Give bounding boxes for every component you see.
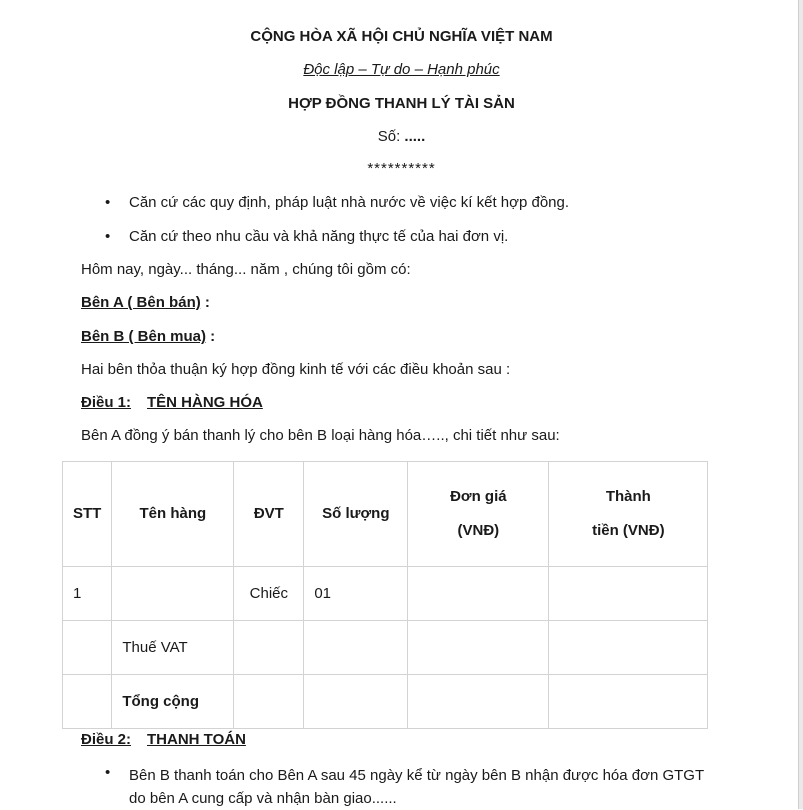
article-1-label: Điều 1: xyxy=(81,394,132,411)
document-number-value: ..... xyxy=(404,128,426,145)
party-b-line xyxy=(81,328,215,345)
separator-stars: ********** xyxy=(367,160,436,177)
header-qty: Số lượng xyxy=(304,462,408,567)
preamble-bullet-1: Căn cứ các quy định, pháp luật nhà nước về việc kí kết hợp đồng. xyxy=(129,194,570,211)
article-2-bullet-1: Bên B thanh toán cho Bên A sau 45 ngày kể từ ngày bên B nhận được hóa đơn GTGT do bên A cung cấp và nhận bàn giao...... xyxy=(129,767,704,807)
header-total xyxy=(549,462,708,567)
cell-price xyxy=(408,621,549,675)
cell-stt xyxy=(63,675,112,729)
cell-price xyxy=(408,567,549,621)
document-number-label: Số: xyxy=(377,128,405,145)
agreement-line: Hai bên thỏa thuận ký hợp đồng kinh tế với các điều khoản sau : xyxy=(81,361,511,378)
table-header-row xyxy=(63,462,708,567)
bullet-icon: • xyxy=(105,194,111,211)
article-1-title: TÊN HÀNG HÓA xyxy=(147,394,263,411)
party-a-colon: : xyxy=(200,294,210,311)
table-row xyxy=(63,567,708,621)
party-a-line xyxy=(81,294,210,311)
cell-qty xyxy=(304,621,408,675)
document-title: HỢP ĐỒNG THANH LÝ TÀI SẢN xyxy=(288,95,515,112)
article-2-label: Điều 2: xyxy=(81,731,132,748)
party-b-colon: : xyxy=(206,328,216,345)
cell-total xyxy=(549,567,708,621)
cell-name: Tổng cộng xyxy=(112,675,234,729)
article-2-title: THANH TOÁN xyxy=(147,731,246,748)
header-name: Tên hàng xyxy=(112,462,234,567)
article-2-heading xyxy=(81,731,246,748)
header-unit: ĐVT xyxy=(234,462,304,567)
goods-table xyxy=(62,461,708,729)
header-price xyxy=(408,462,549,567)
cell-unit xyxy=(234,675,304,729)
preamble-bullet-2: Căn cứ theo nhu cầu và khả năng thực tế của hai đơn vị. xyxy=(129,228,509,245)
bullet-icon: • xyxy=(105,764,111,781)
page-edge xyxy=(799,0,803,809)
document-number xyxy=(0,128,803,145)
header-stt: STT xyxy=(63,462,112,567)
bullet-icon: • xyxy=(105,228,111,245)
header-total-line-1: Thành xyxy=(605,488,651,505)
cell-unit xyxy=(234,621,304,675)
article-1-intro: Bên A đồng ý bán thanh lý cho bên B loại hàng hóa….., chi tiết như sau: xyxy=(81,427,560,444)
cell-name xyxy=(112,567,234,621)
cell-qty xyxy=(304,675,408,729)
cell-stt: 1 xyxy=(63,567,112,621)
header-price-line-1: Đơn giá xyxy=(450,488,507,505)
header-total-line-2: tiền (VNĐ) xyxy=(592,522,665,539)
table-row xyxy=(63,675,708,729)
cell-total xyxy=(549,621,708,675)
motto: Độc lập – Tự do – Hạnh phúc xyxy=(303,61,500,78)
party-b-label: Bên B ( Bên mua) xyxy=(81,328,207,345)
cell-stt xyxy=(63,621,112,675)
header-price-line-2: (VNĐ) xyxy=(457,522,500,539)
article-1-heading xyxy=(81,394,263,411)
table-row xyxy=(63,621,708,675)
cell-total xyxy=(549,675,708,729)
today-line: Hôm nay, ngày... tháng... năm , chúng tôi gồm có: xyxy=(81,261,411,278)
cell-price xyxy=(408,675,549,729)
cell-unit: Chiếc xyxy=(234,567,304,621)
cell-name: Thuế VAT xyxy=(112,621,234,675)
country-heading: CỘNG HÒA XÃ HỘI CHỦ NGHĨA VIỆT NAM xyxy=(250,28,553,45)
cell-qty: 01 xyxy=(304,567,408,621)
party-a-label: Bên A ( Bên bán) xyxy=(81,294,201,311)
